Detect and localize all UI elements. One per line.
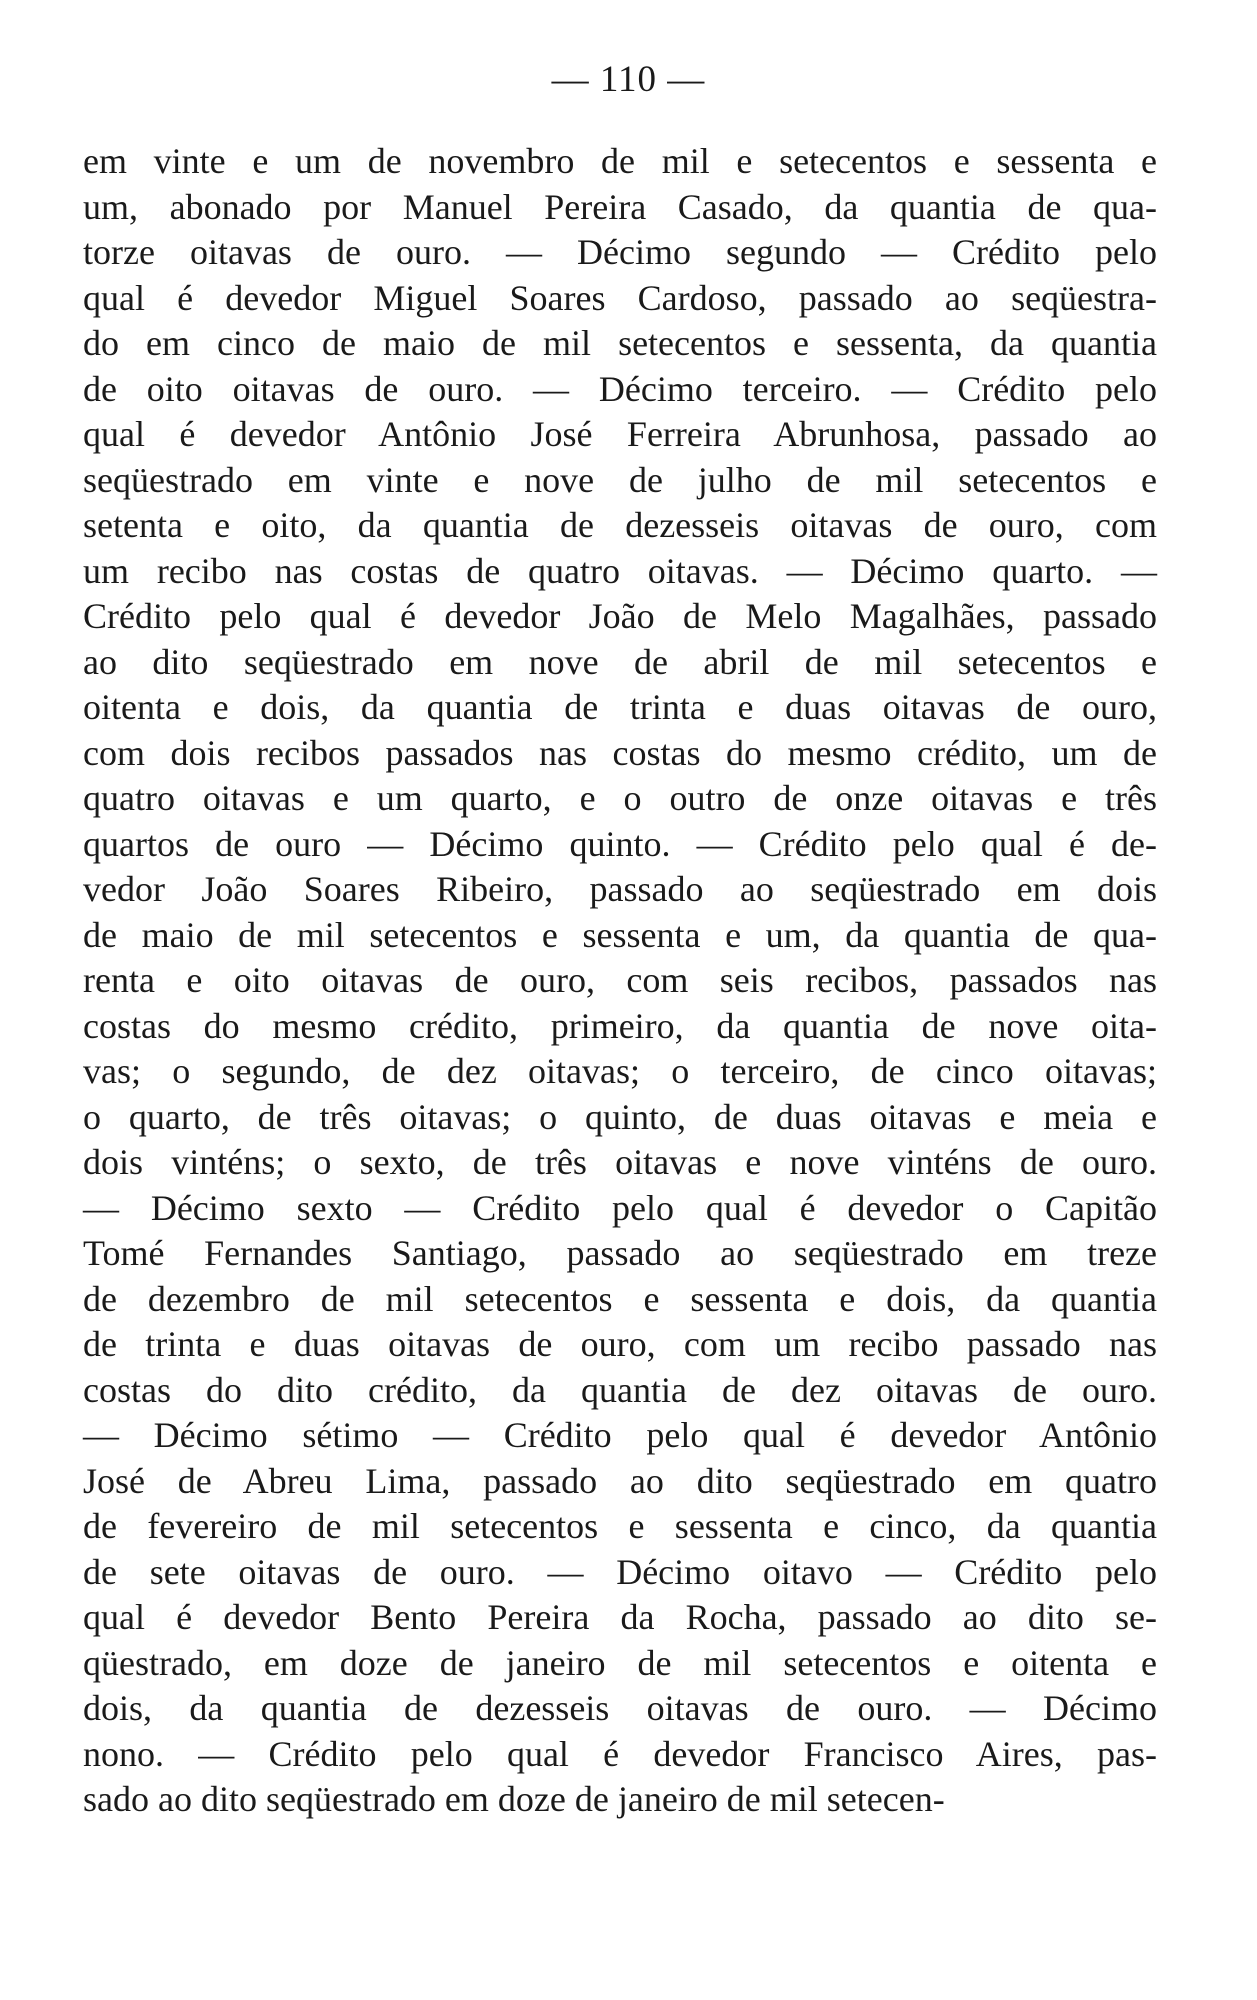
text-line: qual é devedor Bento Pereira da Rocha, passado ao dito se- — [83, 1597, 1157, 1637]
text-line: dois, da quantia de dezesseis oitavas de ouro. — Décimo — [83, 1688, 1157, 1728]
text-line: do em cinco de maio de mil setecentos e sessenta, da quantia — [83, 323, 1157, 363]
text-line: torze oitavas de ouro. — Décimo segundo — Crédito pelo — [83, 232, 1157, 272]
text-line: de trinta e duas oitavas de ouro, com um recibo passado nas — [83, 1324, 1157, 1364]
text-line: um, abonado por Manuel Pereira Casado, da quantia de qua- — [83, 186, 1157, 227]
text-line: renta e oito oitavas de ouro, com seis recibos, passados nas — [83, 960, 1157, 1000]
text-line: Crédito pelo qual é devedor João de Melo Magalhães, passado — [83, 596, 1157, 636]
text-line: vedor João Soares Ribeiro, passado ao seqüestrado em dois — [83, 869, 1157, 909]
text-line: qual é devedor Antônio José Ferreira Abrunhosa, passado ao — [83, 414, 1157, 454]
text-line: Tomé Fernandes Santiago, passado ao seqüestrado em treze — [83, 1233, 1157, 1273]
text-line: o quarto, de três oitavas; o quinto, de duas oitavas e meia e — [83, 1096, 1157, 1137]
text-line: de dezembro de mil setecentos e sessenta e dois, da quantia — [83, 1278, 1157, 1319]
text-line: com dois recibos passados nas costas do mesmo crédito, um de — [83, 732, 1157, 773]
text-line: nono. — Crédito pelo qual é devedor Francisco Aires, pas- — [83, 1733, 1157, 1774]
text-line: em vinte e um de novembro de mil e setecentos e sessenta e — [83, 141, 1157, 181]
text-line: quatro oitavas e um quarto, e o outro de onze oitavas e três — [83, 778, 1157, 818]
text-line: oitenta e dois, da quantia de trinta e duas oitavas de ouro, — [83, 687, 1157, 727]
text-line: costas do mesmo crédito, primeiro, da quantia de nove oita- — [83, 1005, 1157, 1046]
text-line: qüestrado, em doze de janeiro de mil setecentos e oitenta e — [83, 1642, 1157, 1683]
text-line: costas do dito crédito, da quantia de dez oitavas de ouro. — [83, 1369, 1157, 1410]
text-line: dois vinténs; o sexto, de três oitavas e nove vinténs de ouro. — [83, 1142, 1157, 1182]
text-line: de fevereiro de mil setecentos e sessenta e cinco, da quantia — [83, 1506, 1157, 1546]
text-line: seqüestrado em vinte e nove de julho de mil setecentos e — [83, 459, 1157, 500]
text-line: de sete oitavas de ouro. — Décimo oitavo — Crédito pelo — [83, 1551, 1157, 1592]
text-line: de maio de mil setecentos e sessenta e um, da quantia de qua- — [83, 914, 1157, 955]
body-paragraph — [83, 139, 1157, 1823]
text-line: setenta e oito, da quantia de dezesseis oitavas de ouro, com — [83, 505, 1157, 545]
text-line: um recibo nas costas de quatro oitavas. — Décimo quarto. — — [83, 550, 1157, 591]
page-number: — 110 — — [551, 59, 706, 100]
text-line: — Décimo sexto — Crédito pelo qual é devedor o Capitão — [83, 1187, 1157, 1228]
text-line: de oito oitavas de ouro. — Décimo terceiro. — Crédito pelo — [83, 368, 1157, 409]
text-line: — Décimo sétimo — Crédito pelo qual é devedor Antônio — [83, 1415, 1157, 1455]
text-line: vas; o segundo, de dez oitavas; o terceiro, de cinco oitavas; — [83, 1051, 1157, 1091]
text-line: sado ao dito seqüestrado em doze de janeiro de mil setecen- — [83, 1779, 945, 1819]
text-line: qual é devedor Miguel Soares Cardoso, passado ao seqüestra- — [83, 277, 1157, 318]
text-line: José de Abreu Lima, passado ao dito seqüestrado em quatro — [83, 1460, 1157, 1501]
text-line: quartos de ouro — Décimo quinto. — Crédito pelo qual é de- — [83, 823, 1157, 864]
text-line: ao dito seqüestrado em nove de abril de mil setecentos e — [83, 641, 1157, 682]
